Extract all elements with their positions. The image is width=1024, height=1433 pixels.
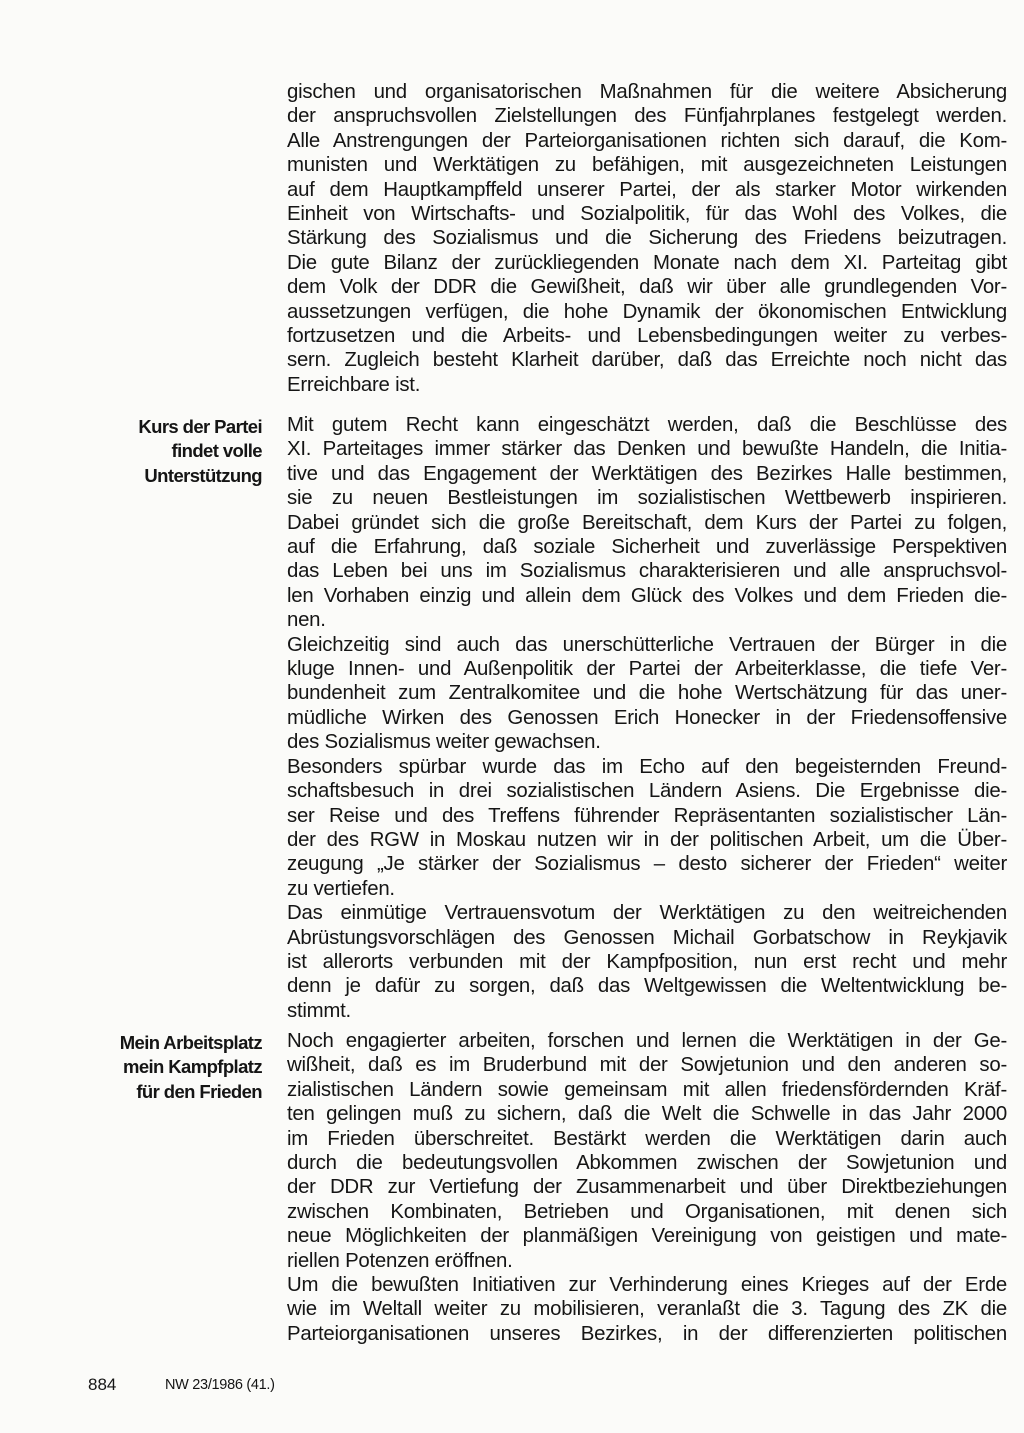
text-line: Dabei gründet sich die große Bereitschaft, dem Kurs der Partei zu folgen, [287,511,1007,534]
text-line: munisten und Werktätigen zu befähigen, mit ausgezeichneten Leistungen [287,154,1007,177]
text-line: sie zu neuen Bestleistungen im sozialistischen Wettbewerb inspirieren. [287,487,1007,510]
text-line: denn je dafür zu sorgen, daß das Weltgewissen die Weltentwicklung be- [287,975,1007,998]
text-line: tive und das Engagement der Werktätigen des Bezirkes Halle bestimmen, [287,462,1007,485]
text-line: Erreichbare ist. [287,373,421,396]
text-line: der DDR zur Vertiefung der Zusammenarbeit und über Direktbeziehungen [287,1176,1007,1199]
page-number: 884 [88,1375,117,1394]
text-line: Alle Anstrengungen der Parteiorganisationen richten sich darauf, die Kom- [287,129,1007,152]
text-line: zialistischen Ländern sowie gemeinsam mit allen friedensfördernden Kräf- [287,1078,1007,1101]
text-line: Mit gutem Recht kann eingeschätzt werden, daß die Beschlüsse des [287,414,1007,436]
text-line: wißheit, daß es im Bruderbund mit der Sowjetunion und den anderen so- [287,1054,1007,1077]
text-line: der anspruchsvollen Zielstellungen des Fünfjahrplanes festgelegt werden. [287,105,1007,128]
margin-heading-line: Mein Arbeitsplatz [119,1032,262,1053]
text-line: bundenheit zum Zentralkomitee und die hohe Wertschätzung für das uner- [287,682,1007,705]
text-line: kluge Innen- und Außenpolitik der Partei der Arbeiterklasse, die tiefe Ver- [287,658,1007,681]
text-line: Die gute Bilanz der zurückliegenden Monate nach dem XI. Parteitag gibt [287,251,1007,274]
text-line: nen. [287,609,326,632]
text-line: ser Reise und des Treffens führender Repräsentanten sozialistischer Län- [287,804,1007,827]
text-line: ist allerorts verbunden mit der Kampfposition, nun erst recht und mehr [287,950,1007,973]
text-line: zeugung „Je stärker der Sozialismus – desto sicherer der Frieden“ weiter [287,853,1007,876]
text-line: des Sozialismus weiter gewachsen. [287,731,601,754]
text-line: schaftsbesuch in drei sozialistischen Ländern Asiens. Die Ergebnisse die- [287,780,1007,803]
text-line: Noch engagierter arbeiten, forschen und lernen die Werktätigen in der Ge- [287,1030,1007,1052]
text-line: fortzusetzen und die Arbeits- und Lebensbedingungen weiter zu verbes- [287,325,1007,348]
text-section-kurs-der-partei [287,413,1007,1023]
text-line: ten gelingen muß zu sichern, daß die Welt die Schwelle in das Jahr 2000 [287,1103,1007,1126]
margin-heading-line: findet volle [171,440,262,462]
margin-heading-line: Unterstützung [144,464,262,486]
margin-heading-mein-arbeitsplatz [62,1031,262,1104]
text-line: im Frieden überschreitet. Bestärkt werden die Werktätigen darin auch [287,1127,1007,1150]
text-line: Einheit von Wirtschafts- und Sozialpolitik, für das Wohl des Volkes, die [287,203,1007,226]
text-line: Das einmütige Vertrauensvotum der Werktätigen zu den weitreichenden [287,902,1007,925]
text-line: zu vertiefen. [287,877,395,900]
margin-heading-line: mein Kampfplatz [122,1056,262,1078]
text-line: neue Möglichkeiten der planmäßigen Vereinigung von geistigen und mate- [287,1225,1007,1248]
text-line: XI. Parteitages immer stärker das Denken und bewußte Handeln, die Initia- [287,438,1007,461]
margin-heading-line: Kurs der Partei [138,416,262,437]
source-reference: NW 23/1986 (41.) [165,1377,275,1393]
text-line: auf die Erfahrung, daß soziale Sicherheit und zuverlässige Perspektiven [287,536,1007,559]
text-line: wie im Weltall weiter zu mobilisieren, veranlaßt die 3. Tagung des ZK die [287,1298,1007,1321]
text-line: durch die bedeutungsvollen Abkommen zwischen der Sowjetunion und [287,1152,1007,1175]
text-line: len Vorhaben einzig und allein dem Glück des Volkes und dem Frieden die- [287,584,1007,607]
text-line: gischen und organisatorischen Maßnahmen für die weitere Absicherung [287,81,1007,103]
text-section-intro [287,80,1007,397]
text-line: zwischen Kombinaten, Betrieben und Organisationen, mit denen sich [287,1200,1007,1223]
text-line: Besonders spürbar wurde das im Echo auf den begeisternden Freund- [287,755,1007,778]
text-line: Stärkung des Sozialismus und die Sicherung des Friedens beizutragen. [287,227,1007,250]
text-line: sern. Zugleich besteht Klarheit darüber, daß das Erreichte noch nicht das [287,349,1007,372]
text-line: müdliche Wirken des Genossen Erich Honecker in der Friedensoffensive [287,706,1007,729]
text-line: Um die bewußten Initiativen zur Verhinderung eines Krieges auf der Erde [287,1274,1007,1297]
text-line: der des RGW in Moskau nutzen wir in der politischen Arbeit, um die Über- [287,828,1007,851]
margin-heading-line: für den Frieden [136,1080,262,1102]
text-line: stimmt. [287,999,351,1022]
text-line: dem Volk der DDR die Gewißheit, daß wir über alle grundlegenden Vor- [287,276,1007,299]
text-line: Parteiorganisationen unseres Bezirkes, in der differenzierten politischen [287,1322,1007,1345]
text-line: Gleichzeitig sind auch das unerschütterliche Vertrauen der Bürger in die [287,633,1007,656]
text-line: Abrüstungsvorschlägen des Genossen Michail Gorbatschow in Reykjavik [287,926,1007,949]
text-line: auf dem Hauptkampffeld unserer Partei, der als starker Motor wirkenden [287,178,1007,201]
text-line: riellen Potenzen eröffnen. [287,1249,513,1272]
margin-heading-kurs-der-partei [62,415,262,488]
text-line: das Leben bei uns im Sozialismus charakterisieren und alle anspruchsvol- [287,560,1007,583]
text-section-mein-arbeitsplatz [287,1029,1007,1346]
text-line: aussetzungen verfügen, die hohe Dynamik der ökonomischen Entwicklung [287,300,1007,323]
